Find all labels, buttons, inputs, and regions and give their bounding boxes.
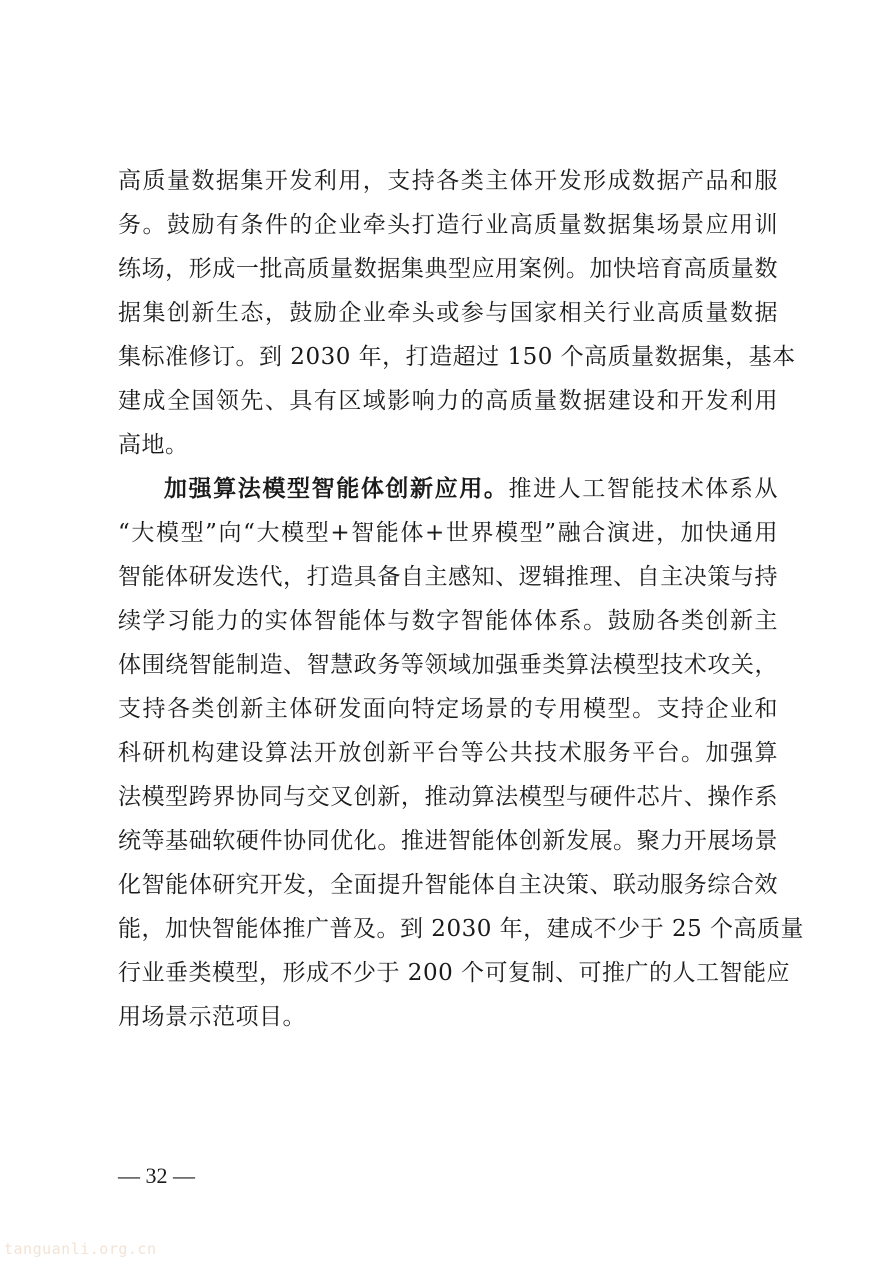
paragraph2-line-8: 法模型跨界协同与交叉创新，推动算法模型与硬件芯片、操作系 [118,784,778,810]
paragraph1-line-6: 建成全国领先、具有区域影响力的高质量数据建设和开发利用 [118,388,778,414]
paragraph2-line-10: 化智能体研究开发，全面提升智能体自主决策、联动服务综合效 [118,872,778,898]
paragraph2-line-7: 科研机构建设算法开放创新平台等公共技术服务平台。加强算 [118,740,778,766]
watermark: tanguanli.org.cn [4,1240,157,1258]
paragraph2-first-line-rest: 推进人工智能技术体系从 [508,476,779,502]
paragraph2-line-6: 支持各类创新主体研发面向特定场景的专用模型。支持企业和 [118,696,778,722]
paragraph2-line-1 [164,467,778,511]
paragraph2-heading: 加强算法模型智能体创新应用。 [164,475,509,502]
paragraph2-line-9: 统等基础软硬件协同优化。推进智能体创新发展。聚力开展场景 [118,828,778,854]
page-number: — 32 — [118,1163,195,1188]
paragraph1-line-3: 练场，形成一批高质量数据集典型应用案例。加快培育高质量数 [118,256,778,282]
paragraph2-line-13: 用场景示范项目。 [118,1004,306,1030]
paragraph2-line-11: 能，加快智能体推广普及。到 2030 年，建成不少于 25 个高质量 [118,916,805,942]
paragraph2-line-4: 续学习能力的实体智能体与数字智能体体系。鼓励各类创新主 [118,608,778,634]
paragraph2-line-3: 智能体研发迭代，打造具备自主感知、逻辑推理、自主决策与持 [118,564,778,590]
paragraph2-line-5: 体围绕智能制造、智慧政务等领域加强垂类算法模型技术攻关， [118,652,778,678]
paragraph2-line-12: 行业垂类模型，形成不少于 200 个可复制、可推广的人工智能应 [118,960,791,986]
paragraph1-line-4: 据集创新生态，鼓励企业牵头或参与国家相关行业高质量数据 [118,300,778,326]
paragraph1-line-2: 务。鼓励有条件的企业牵头打造行业高质量数据集场景应用训 [118,212,778,238]
paragraph1-line-1: 高质量数据集开发利用，支持各类主体开发形成数据产品和服 [118,168,778,194]
paragraph2-line-2: “大模型”向“大模型+智能体+世界模型”融合演进，加快通用 [118,520,778,546]
paragraph1-line-5: 集标准修订。到 2030 年，打造超过 150 个高质量数据集，基本 [118,344,796,370]
paragraph1-line-7: 高地。 [118,432,189,458]
